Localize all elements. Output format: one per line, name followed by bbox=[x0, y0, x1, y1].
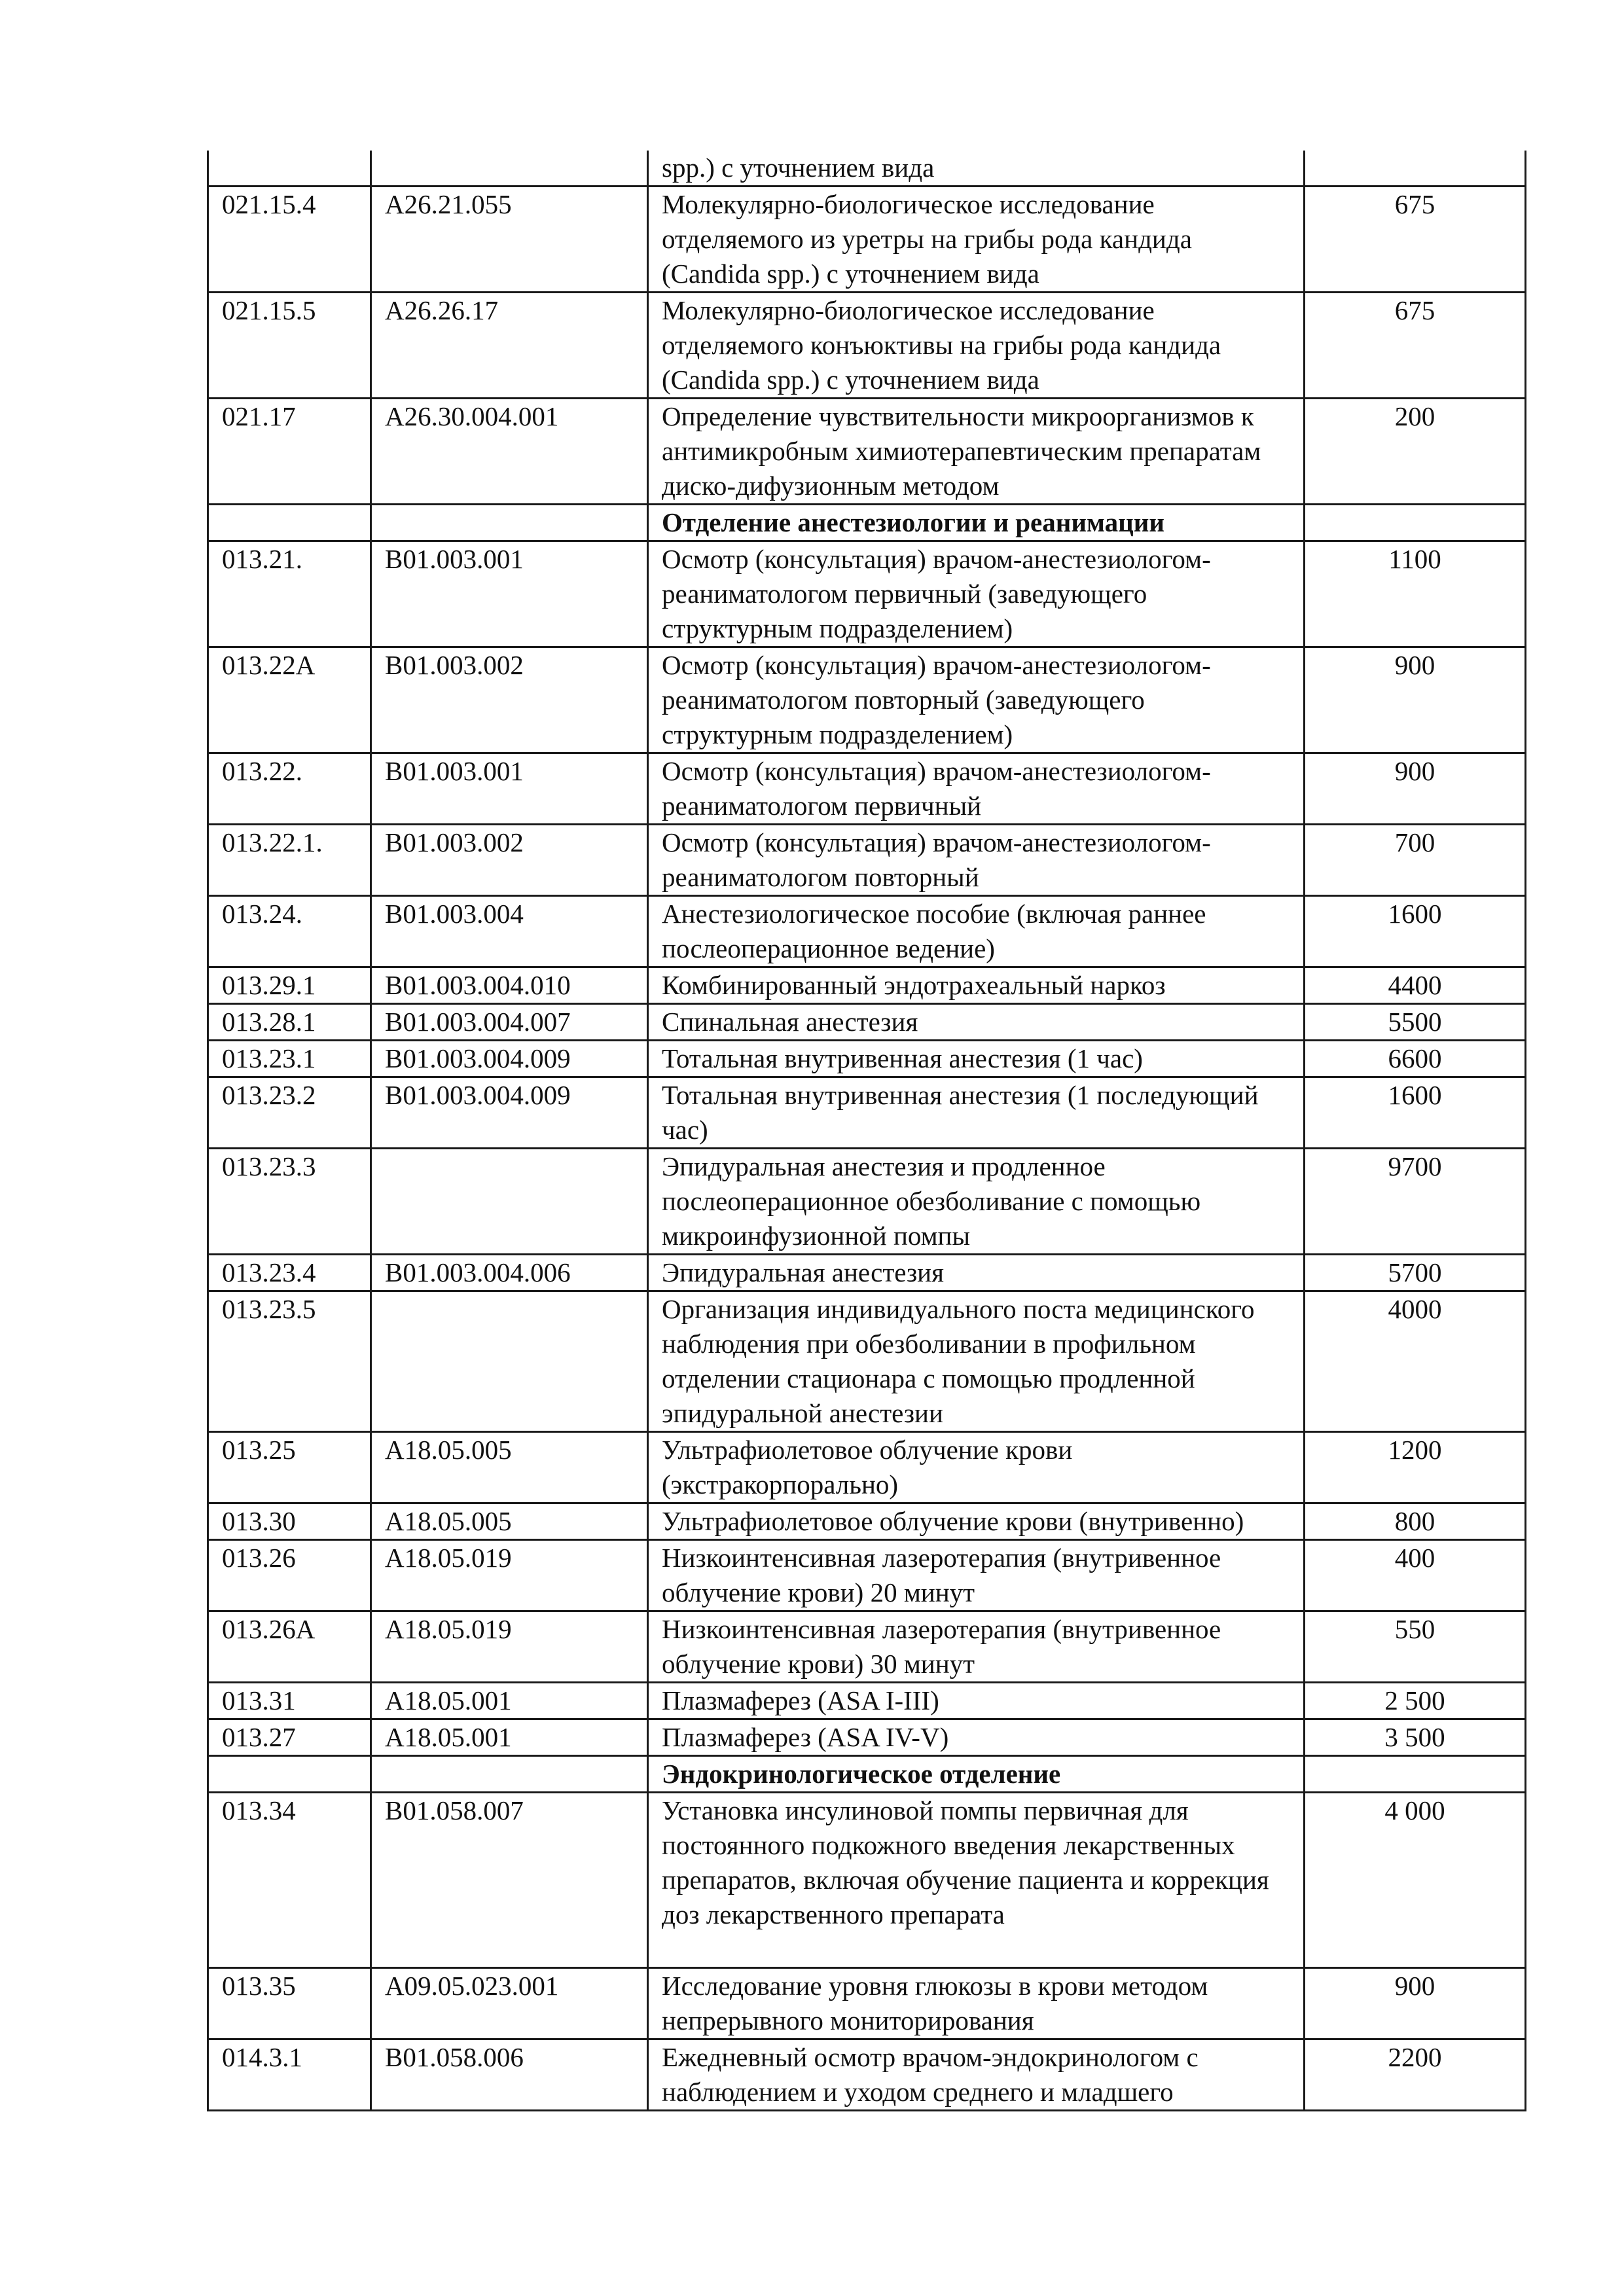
service-name-cell: spp.) с уточнением вида bbox=[648, 151, 1305, 187]
service-code-cell: B01.003.002 bbox=[371, 647, 648, 753]
service-number-cell: 013.23.2 bbox=[208, 1077, 371, 1149]
table-row bbox=[208, 399, 1526, 505]
service-code-cell bbox=[371, 1756, 648, 1793]
table-row bbox=[208, 1503, 1526, 1540]
service-number-cell bbox=[208, 1756, 371, 1793]
service-name-cell: Комбинированный эндотрахеальный наркоз bbox=[648, 967, 1305, 1004]
table-row bbox=[208, 1968, 1526, 2039]
table-row bbox=[208, 1719, 1526, 1756]
service-code-cell: B01.003.004 bbox=[371, 896, 648, 967]
service-code-cell: B01.003.001 bbox=[371, 541, 648, 647]
table-row bbox=[208, 2039, 1526, 2111]
price-cell: 800 bbox=[1305, 1503, 1526, 1540]
service-number-cell: 013.34 bbox=[208, 1793, 371, 1968]
price-cell: 200 bbox=[1305, 399, 1526, 505]
table-row bbox=[208, 1004, 1526, 1041]
table-row bbox=[208, 541, 1526, 647]
service-number-cell: 013.23.1 bbox=[208, 1041, 371, 1077]
service-name-cell: Молекулярно-биологическое исследование отделяемого из уретры на грибы рода кандида (Candida spp.) с уточнением вида bbox=[648, 187, 1305, 293]
service-name-cell: Тотальная внутривенная анестезия (1 последующий час) bbox=[648, 1077, 1305, 1149]
price-cell: 550 bbox=[1305, 1611, 1526, 1683]
table-row bbox=[208, 647, 1526, 753]
table-row bbox=[208, 1432, 1526, 1503]
table-row bbox=[208, 1041, 1526, 1077]
service-name-cell: Осмотр (консультация) врачом-анестезиологом-реаниматологом первичный (заведующего структурным подразделением) bbox=[648, 541, 1305, 647]
service-code-cell: A26.21.055 bbox=[371, 187, 648, 293]
price-cell: 1100 bbox=[1305, 541, 1526, 647]
price-cell: 5700 bbox=[1305, 1255, 1526, 1291]
price-cell: 9700 bbox=[1305, 1149, 1526, 1255]
service-code-cell: B01.058.007 bbox=[371, 1793, 648, 1968]
service-name-cell: Анестезиологическое пособие (включая раннее послеоперационное ведение) bbox=[648, 896, 1305, 967]
price-cell: 3 500 bbox=[1305, 1719, 1526, 1756]
service-name-cell: Ежедневный осмотр врачом-эндокринологом с наблюдением и уходом среднего и младшего bbox=[648, 2039, 1305, 2111]
service-code-cell: A18.05.019 bbox=[371, 1540, 648, 1611]
price-cell: 900 bbox=[1305, 753, 1526, 825]
service-number-cell: 013.22. bbox=[208, 753, 371, 825]
service-number-cell: 013.30 bbox=[208, 1503, 371, 1540]
service-number-cell: 013.31 bbox=[208, 1683, 371, 1719]
table-row bbox=[208, 151, 1526, 187]
table-row bbox=[208, 967, 1526, 1004]
service-code-cell: B01.003.001 bbox=[371, 753, 648, 825]
service-code-cell: A18.05.005 bbox=[371, 1503, 648, 1540]
service-name-cell: Осмотр (консультация) врачом-анестезиологом-реаниматологом первичный bbox=[648, 753, 1305, 825]
table-row bbox=[208, 1540, 1526, 1611]
table-row bbox=[208, 825, 1526, 896]
service-name-cell: Плазмаферез (ASA IV-V) bbox=[648, 1719, 1305, 1756]
section-header-row bbox=[208, 505, 1526, 541]
service-number-cell: 013.29.1 bbox=[208, 967, 371, 1004]
service-code-cell bbox=[371, 151, 648, 187]
table-body bbox=[208, 151, 1526, 2111]
service-code-cell: A26.30.004.001 bbox=[371, 399, 648, 505]
price-cell bbox=[1305, 505, 1526, 541]
table-row bbox=[208, 1683, 1526, 1719]
table-row bbox=[208, 1291, 1526, 1432]
price-cell: 2 500 bbox=[1305, 1683, 1526, 1719]
table-row bbox=[208, 753, 1526, 825]
price-cell: 6600 bbox=[1305, 1041, 1526, 1077]
price-cell: 2200 bbox=[1305, 2039, 1526, 2111]
service-code-cell bbox=[371, 1149, 648, 1255]
service-name-cell: Спинальная анестезия bbox=[648, 1004, 1305, 1041]
table-row bbox=[208, 1077, 1526, 1149]
service-number-cell: 013.24. bbox=[208, 896, 371, 967]
service-name-cell: Ультрафиолетовое облучение крови (экстракорпорально) bbox=[648, 1432, 1305, 1503]
price-cell: 700 bbox=[1305, 825, 1526, 896]
price-cell: 900 bbox=[1305, 1968, 1526, 2039]
service-name-cell: Осмотр (консультация) врачом-анестезиологом-реаниматологом повторный bbox=[648, 825, 1305, 896]
service-code-cell: B01.003.002 bbox=[371, 825, 648, 896]
service-name-cell: Определение чувствительности микроорганизмов к антимикробным химиотерапевтическим препаратам диско-дифузионным методом bbox=[648, 399, 1305, 505]
service-code-cell: A18.05.001 bbox=[371, 1683, 648, 1719]
service-name-cell: Молекулярно-биологическое исследование отделяемого конъюктивы на грибы рода кандида (Candida spp.) с уточнением вида bbox=[648, 293, 1305, 399]
price-cell: 4400 bbox=[1305, 967, 1526, 1004]
service-name-cell: Осмотр (консультация) врачом-анестезиологом-реаниматологом повторный (заведующего структурным подразделением) bbox=[648, 647, 1305, 753]
section-header-row bbox=[208, 1756, 1526, 1793]
service-name-cell: Исследование уровня глюкозы в крови методом непрерывного мониторирования bbox=[648, 1968, 1305, 2039]
service-code-cell: B01.003.004.010 bbox=[371, 967, 648, 1004]
service-number-cell: 013.23.4 bbox=[208, 1255, 371, 1291]
table-row bbox=[208, 293, 1526, 399]
service-name-cell: Организация индивидуального поста медицинского наблюдения при обезболивании в профильном отделении стационара с помощью продленной эпидуральной анестезии bbox=[648, 1291, 1305, 1432]
service-number-cell: 021.17 bbox=[208, 399, 371, 505]
service-code-cell: B01.003.004.009 bbox=[371, 1077, 648, 1149]
price-cell: 900 bbox=[1305, 647, 1526, 753]
price-cell: 5500 bbox=[1305, 1004, 1526, 1041]
service-name-cell: Установка инсулиновой помпы первичная для постоянного подкожного введения лекарственных препаратов, включая обучение пациента и коррекция доз лекарственного препарата bbox=[648, 1793, 1305, 1968]
section-title-cell: Эндокринологическое отделение bbox=[648, 1756, 1305, 1793]
price-cell: 4 000 bbox=[1305, 1793, 1526, 1968]
service-name-cell: Эпидуральная анестезия и продленное послеоперационное обезболивание с помощью микроинфузионной помпы bbox=[648, 1149, 1305, 1255]
service-code-cell: A18.05.005 bbox=[371, 1432, 648, 1503]
service-code-cell: B01.003.004.007 bbox=[371, 1004, 648, 1041]
section-title-cell: Отделение анестезиологии и реанимации bbox=[648, 505, 1305, 541]
table-row bbox=[208, 1255, 1526, 1291]
price-cell: 1600 bbox=[1305, 1077, 1526, 1149]
service-number-cell: 013.22.1. bbox=[208, 825, 371, 896]
service-code-cell: A18.05.019 bbox=[371, 1611, 648, 1683]
table-row bbox=[208, 1149, 1526, 1255]
service-code-cell: B01.003.004.006 bbox=[371, 1255, 648, 1291]
service-number-cell: 021.15.5 bbox=[208, 293, 371, 399]
service-code-cell bbox=[371, 505, 648, 541]
price-cell: 1600 bbox=[1305, 896, 1526, 967]
service-code-cell bbox=[371, 1291, 648, 1432]
service-number-cell: 013.26А bbox=[208, 1611, 371, 1683]
service-name-cell: Низкоинтенсивная лазеротерапия (внутривенное облучение крови) 30 минут bbox=[648, 1611, 1305, 1683]
price-list-table bbox=[207, 151, 1526, 2111]
service-number-cell: 013.23.3 bbox=[208, 1149, 371, 1255]
price-cell bbox=[1305, 151, 1526, 187]
service-name-cell: Низкоинтенсивная лазеротерапия (внутривенное облучение крови) 20 минут bbox=[648, 1540, 1305, 1611]
service-code-cell: A26.26.17 bbox=[371, 293, 648, 399]
price-cell bbox=[1305, 1756, 1526, 1793]
price-cell: 400 bbox=[1305, 1540, 1526, 1611]
price-cell: 1200 bbox=[1305, 1432, 1526, 1503]
service-code-cell: A09.05.023.001 bbox=[371, 1968, 648, 2039]
service-number-cell bbox=[208, 151, 371, 187]
service-name-cell: Тотальная внутривенная анестезия (1 час) bbox=[648, 1041, 1305, 1077]
table-row bbox=[208, 1611, 1526, 1683]
service-name-cell: Плазмаферез (ASA I-III) bbox=[648, 1683, 1305, 1719]
service-number-cell: 013.28.1 bbox=[208, 1004, 371, 1041]
price-cell: 675 bbox=[1305, 187, 1526, 293]
service-number-cell: 013.22А bbox=[208, 647, 371, 753]
service-number-cell: 013.21. bbox=[208, 541, 371, 647]
service-number-cell: 021.15.4 bbox=[208, 187, 371, 293]
service-number-cell: 013.25 bbox=[208, 1432, 371, 1503]
service-number-cell: 014.3.1 bbox=[208, 2039, 371, 2111]
service-number-cell: 013.27 bbox=[208, 1719, 371, 1756]
table-row bbox=[208, 1793, 1526, 1968]
table-row bbox=[208, 896, 1526, 967]
service-name-cell: Ультрафиолетовое облучение крови (внутривенно) bbox=[648, 1503, 1305, 1540]
service-number-cell: 013.23.5 bbox=[208, 1291, 371, 1432]
price-cell: 675 bbox=[1305, 293, 1526, 399]
service-code-cell: A18.05.001 bbox=[371, 1719, 648, 1756]
service-code-cell: B01.003.004.009 bbox=[371, 1041, 648, 1077]
price-cell: 4000 bbox=[1305, 1291, 1526, 1432]
service-number-cell: 013.35 bbox=[208, 1968, 371, 2039]
table-row bbox=[208, 187, 1526, 293]
service-number-cell: 013.26 bbox=[208, 1540, 371, 1611]
service-code-cell: B01.058.006 bbox=[371, 2039, 648, 2111]
service-number-cell bbox=[208, 505, 371, 541]
service-name-cell: Эпидуральная анестезия bbox=[648, 1255, 1305, 1291]
